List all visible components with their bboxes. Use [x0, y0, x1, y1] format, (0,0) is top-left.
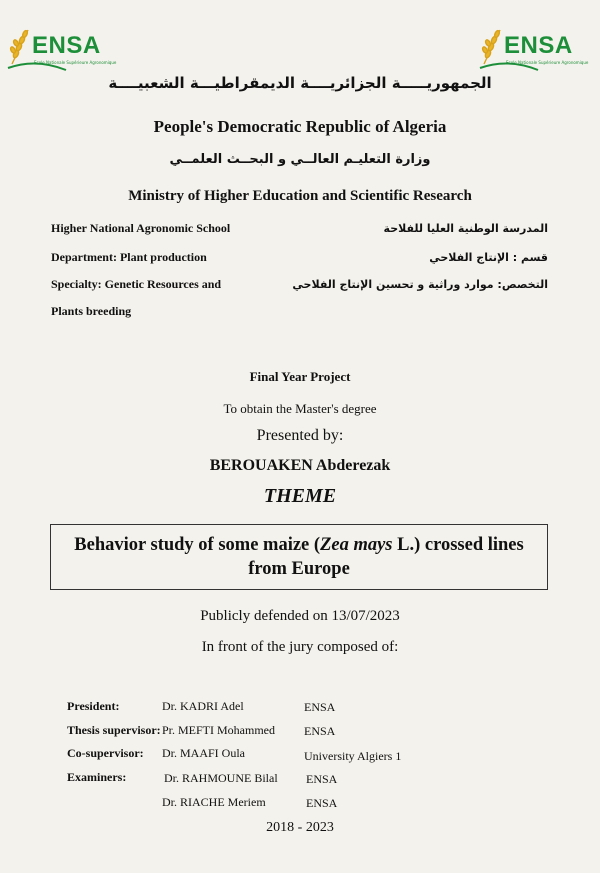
- jury-name: Dr. RIACHE Meriem: [162, 795, 266, 809]
- thesis-title: [55, 533, 543, 581]
- ensa-logo-right: [478, 24, 589, 76]
- department: Department: Plant production: [51, 250, 207, 264]
- theme-label: THEME: [263, 485, 337, 507]
- jury-role: Examiners:: [67, 770, 127, 784]
- project-type: Final Year Project: [249, 369, 351, 384]
- jury-role: Thesis supervisor:: [67, 723, 161, 737]
- ensa-logo-left: [6, 24, 117, 76]
- logo-subtitle: Ecole Nationale Supérieure Agronomique: [506, 60, 589, 65]
- arabic-ministry-title: وزارة التعليـم العالــي و البحــث العلمــي: [169, 152, 431, 167]
- project-purpose: To obtain the Master's degree: [223, 401, 377, 416]
- jury-role: Co-supervisor:: [67, 746, 144, 760]
- jury-intro: In front of the jury composed of:: [201, 639, 399, 655]
- specialty-arabic: التخصص: موارد وراثية و تحسين الإنتاج الفلاحي: [292, 278, 548, 291]
- jury-name: Dr. KADRI Adel: [162, 699, 244, 713]
- specialty-line-1: Specialty: Genetic Resources and: [51, 277, 222, 291]
- logo-subtitle: Ecole Nationale Supérieure Agronomique: [34, 60, 117, 65]
- arabic-republic-title: الجمهوريـــــة الجزائريــــة الديمقراطيـــة الشعبيــــة: [108, 74, 492, 92]
- jury-role: President:: [67, 699, 120, 713]
- jury-name: Pr. MEFTI Mohammed: [162, 723, 275, 737]
- jury-name: Dr. RAHMOUNE Bilal: [164, 771, 278, 785]
- ministry-title: Ministry of Higher Education and Scientific Research: [128, 188, 472, 204]
- defense-date: Publicly defended on 13/07/2023: [200, 608, 400, 624]
- author-name: BEROUAKEN Abderezak: [209, 457, 391, 474]
- logo-text: ENSA: [504, 32, 573, 59]
- jury-name: Dr. MAAFI Oula: [162, 746, 245, 760]
- title-part-2: L.) crossed lines from Europe: [248, 535, 524, 579]
- department-arabic: قسم : الإنتاج الفلاحي: [429, 251, 548, 264]
- jury-affiliation: ENSA: [306, 796, 338, 810]
- logo-text: ENSA: [32, 32, 101, 59]
- species-name: Zea mays: [320, 535, 393, 555]
- specialty-line-2: Plants breeding: [51, 304, 132, 318]
- jury-affiliation: ENSA: [304, 700, 336, 714]
- republic-title: People's Democratic Republic of Algeria: [153, 117, 447, 136]
- school-name: Higher National Agronomic School: [51, 221, 231, 235]
- jury-affiliation: ENSA: [304, 724, 336, 738]
- title-part-1: Behavior study of some maize (: [74, 535, 321, 555]
- jury-affiliation: ENSA: [306, 772, 338, 786]
- academic-years: 2018 - 2023: [266, 820, 334, 835]
- thesis-title-box: [50, 524, 548, 590]
- presented-by-label: Presented by:: [256, 427, 344, 444]
- school-name-arabic: المدرسة الوطنية العليا للفلاحة: [383, 222, 548, 235]
- jury-affiliation: University Algiers 1: [304, 749, 402, 763]
